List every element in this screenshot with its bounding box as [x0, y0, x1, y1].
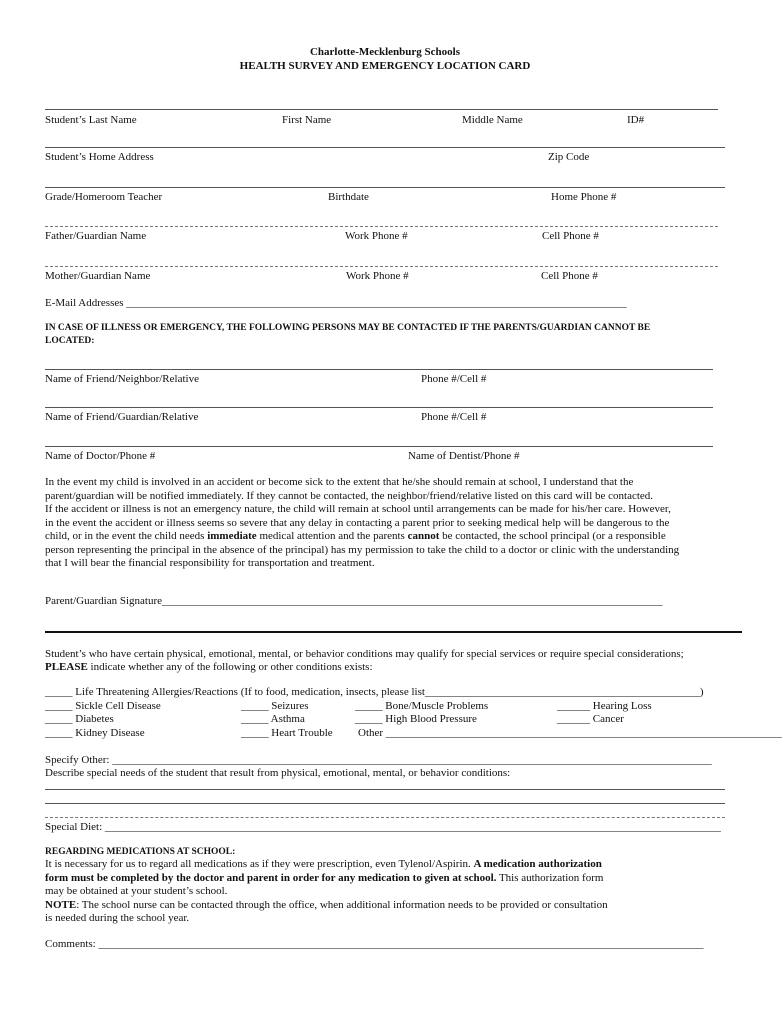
- section-divider: [45, 631, 742, 633]
- conditions-intro: Student’s who have certain physical, emotional, mental, or behavior conditions may qualify for special services or require special considerations;: [45, 648, 684, 660]
- id-label: ID#: [627, 114, 645, 126]
- emergency-heading-2: LOCATED:: [45, 336, 95, 346]
- consent-text: be contacted, the school principal (or a responsible: [439, 530, 666, 542]
- consent-line: person representing the principal in the absence of the principal) has my permission to take the child to a doctor or clinic with the understanding: [45, 543, 680, 556]
- mother-cell-phone-label: Cell Phone #: [541, 270, 598, 282]
- mother-work-phone-label: Work Phone #: [346, 270, 409, 282]
- consent-text: child, or in the event the child needs: [45, 530, 208, 542]
- other-condition-field[interactable]: Other ________________________________________________________________________: [358, 727, 782, 739]
- father-work-phone-label: Work Phone #: [345, 230, 408, 242]
- medications-bold: A medication authorization: [473, 858, 602, 870]
- blood-pressure-checkbox[interactable]: _____ High Blood Pressure: [355, 713, 477, 725]
- sickle-cell-checkbox[interactable]: _____ Sickle Cell Disease: [45, 700, 161, 712]
- birthdate-label: Birthdate: [328, 191, 369, 203]
- hearing-loss-checkbox[interactable]: ______ Hearing Loss: [557, 700, 652, 712]
- contact2-phone-label: Phone #/Cell #: [421, 411, 487, 423]
- specify-other-field[interactable]: Specify Other: _____________________________________________________________________________________________________________: [45, 754, 712, 766]
- note-text: : The school nurse can be contacted through the office, when additional information needs to be provided or consultation: [76, 899, 608, 911]
- describe-line[interactable]: [45, 803, 725, 804]
- please-bold: PLEASE: [45, 661, 88, 673]
- father-name-label: Father/Guardian Name: [45, 230, 147, 242]
- mother-name-label: Mother/Guardian Name: [45, 270, 151, 282]
- kidney-disease-checkbox[interactable]: _____ Kidney Disease: [45, 727, 145, 739]
- cancer-checkbox[interactable]: ______ Cancer: [557, 713, 624, 725]
- consent-bold-cannot: cannot: [407, 530, 440, 542]
- contact2-name-label: Name of Friend/Guardian/Relative: [45, 411, 199, 423]
- school-name: Charlotte-Mecklenburg Schools: [309, 46, 460, 58]
- grade-teacher-label: Grade/Homeroom Teacher: [45, 191, 163, 203]
- home-address-label: Student’s Home Address: [45, 151, 154, 163]
- last-name-label: Student’s Last Name: [45, 114, 137, 126]
- email-field[interactable]: E-Mail Addresses ___________________________________________________________________________________________: [45, 297, 627, 309]
- medications-line: [45, 872, 603, 885]
- medications-heading: REGARDING MEDICATIONS AT SCHOOL:: [45, 847, 236, 857]
- consent-line: in the event the accident or illness seems so severe that any delay in contacting a parent prior to seeking medical help will be dangerous to the: [45, 516, 670, 529]
- father-line[interactable]: [45, 226, 718, 227]
- doctor-label: Name of Doctor/Phone #: [45, 450, 156, 462]
- medications-line: [45, 858, 602, 871]
- note-line: [45, 899, 608, 912]
- seizures-checkbox[interactable]: _____ Seizures: [241, 700, 309, 712]
- consent-line: If the accident or illness is not an emergency nature, the child will remain at school until arrangements can be made for his/her care. However,: [45, 503, 671, 515]
- conditions-intro-text: indicate whether any of the following or other conditions exists:: [87, 661, 373, 673]
- consent-line: parent/guardian will be notified immediately. If they cannot be contacted, the neighbor/friend/relative listed on this card will be contacted.: [45, 489, 654, 502]
- first-name-label: First Name: [282, 114, 332, 126]
- describe-needs-label: Describe special needs of the student that result from physical, emotional, mental, or behavior conditions:: [45, 767, 511, 779]
- describe-line[interactable]: [45, 789, 725, 790]
- describe-line[interactable]: [45, 817, 725, 818]
- home-phone-label: Home Phone #: [551, 191, 617, 203]
- bone-muscle-checkbox[interactable]: _____ Bone/Muscle Problems: [355, 700, 489, 712]
- parent-signature-field[interactable]: Parent/Guardian Signature___________________________________________________________________________________________: [45, 595, 663, 607]
- middle-name-label: Middle Name: [462, 114, 523, 126]
- consent-line: In the event my child is involved in an accident or become sick to the extent that he/she should remain at school, I understand that the: [45, 476, 634, 488]
- medications-line: may be obtained at your student’s school.: [45, 885, 228, 897]
- grade-line[interactable]: [45, 187, 725, 188]
- consent-line: that I will bear the financial responsibility for transportation and treatment.: [45, 557, 375, 569]
- dentist-label: Name of Dentist/Phone #: [408, 450, 520, 462]
- form-title: HEALTH SURVEY AND EMERGENCY LOCATION CARD: [239, 60, 531, 72]
- contact2-line[interactable]: [45, 407, 713, 408]
- contact1-phone-label: Phone #/Cell #: [421, 373, 487, 385]
- heart-trouble-checkbox[interactable]: _____ Heart Trouble: [241, 727, 333, 739]
- consent-line: [45, 530, 725, 544]
- medications-text: It is necessary for us to regard all medications as if they were prescription, even Tylenol/Aspirin.: [45, 858, 474, 870]
- diabetes-checkbox[interactable]: _____ Diabetes: [45, 713, 114, 725]
- medications-line: is needed during the school year.: [45, 912, 190, 924]
- father-cell-phone-label: Cell Phone #: [542, 230, 599, 242]
- asthma-checkbox[interactable]: _____ Asthma: [241, 713, 305, 725]
- medications-text: This authorization form: [496, 872, 604, 884]
- home-address-line[interactable]: [45, 147, 725, 148]
- medications-bold: form must be completed by the doctor and parent in order for any medication to given at school.: [45, 872, 497, 884]
- student-name-line[interactable]: [45, 109, 718, 110]
- zip-code-label: Zip Code: [548, 151, 590, 163]
- contact1-line[interactable]: [45, 369, 713, 370]
- note-label: NOTE: [45, 899, 77, 911]
- conditions-intro-2: [45, 661, 373, 674]
- special-diet-field[interactable]: Special Diet: ________________________________________________________________________________________________________________: [45, 821, 721, 833]
- comments-field[interactable]: Comments: ______________________________________________________________________________________________________________: [45, 938, 704, 950]
- consent-paragraph: [45, 476, 725, 571]
- allergies-field[interactable]: _____ Life Threatening Allergies/Reactions (If to food, medication, insects, please list__________________________________________________): [45, 686, 704, 698]
- consent-bold-immediate: immediate: [207, 530, 257, 542]
- emergency-heading: IN CASE OF ILLNESS OR EMERGENCY, THE FOLLOWING PERSONS MAY BE CONTACTED IF THE PARENTS/GUARDIAN CANNOT BE: [45, 323, 651, 333]
- doctor-line[interactable]: [45, 446, 713, 447]
- consent-text: medical attention and the parents: [256, 530, 408, 542]
- mother-line[interactable]: [45, 266, 718, 267]
- contact1-name-label: Name of Friend/Neighbor/Relative: [45, 373, 199, 385]
